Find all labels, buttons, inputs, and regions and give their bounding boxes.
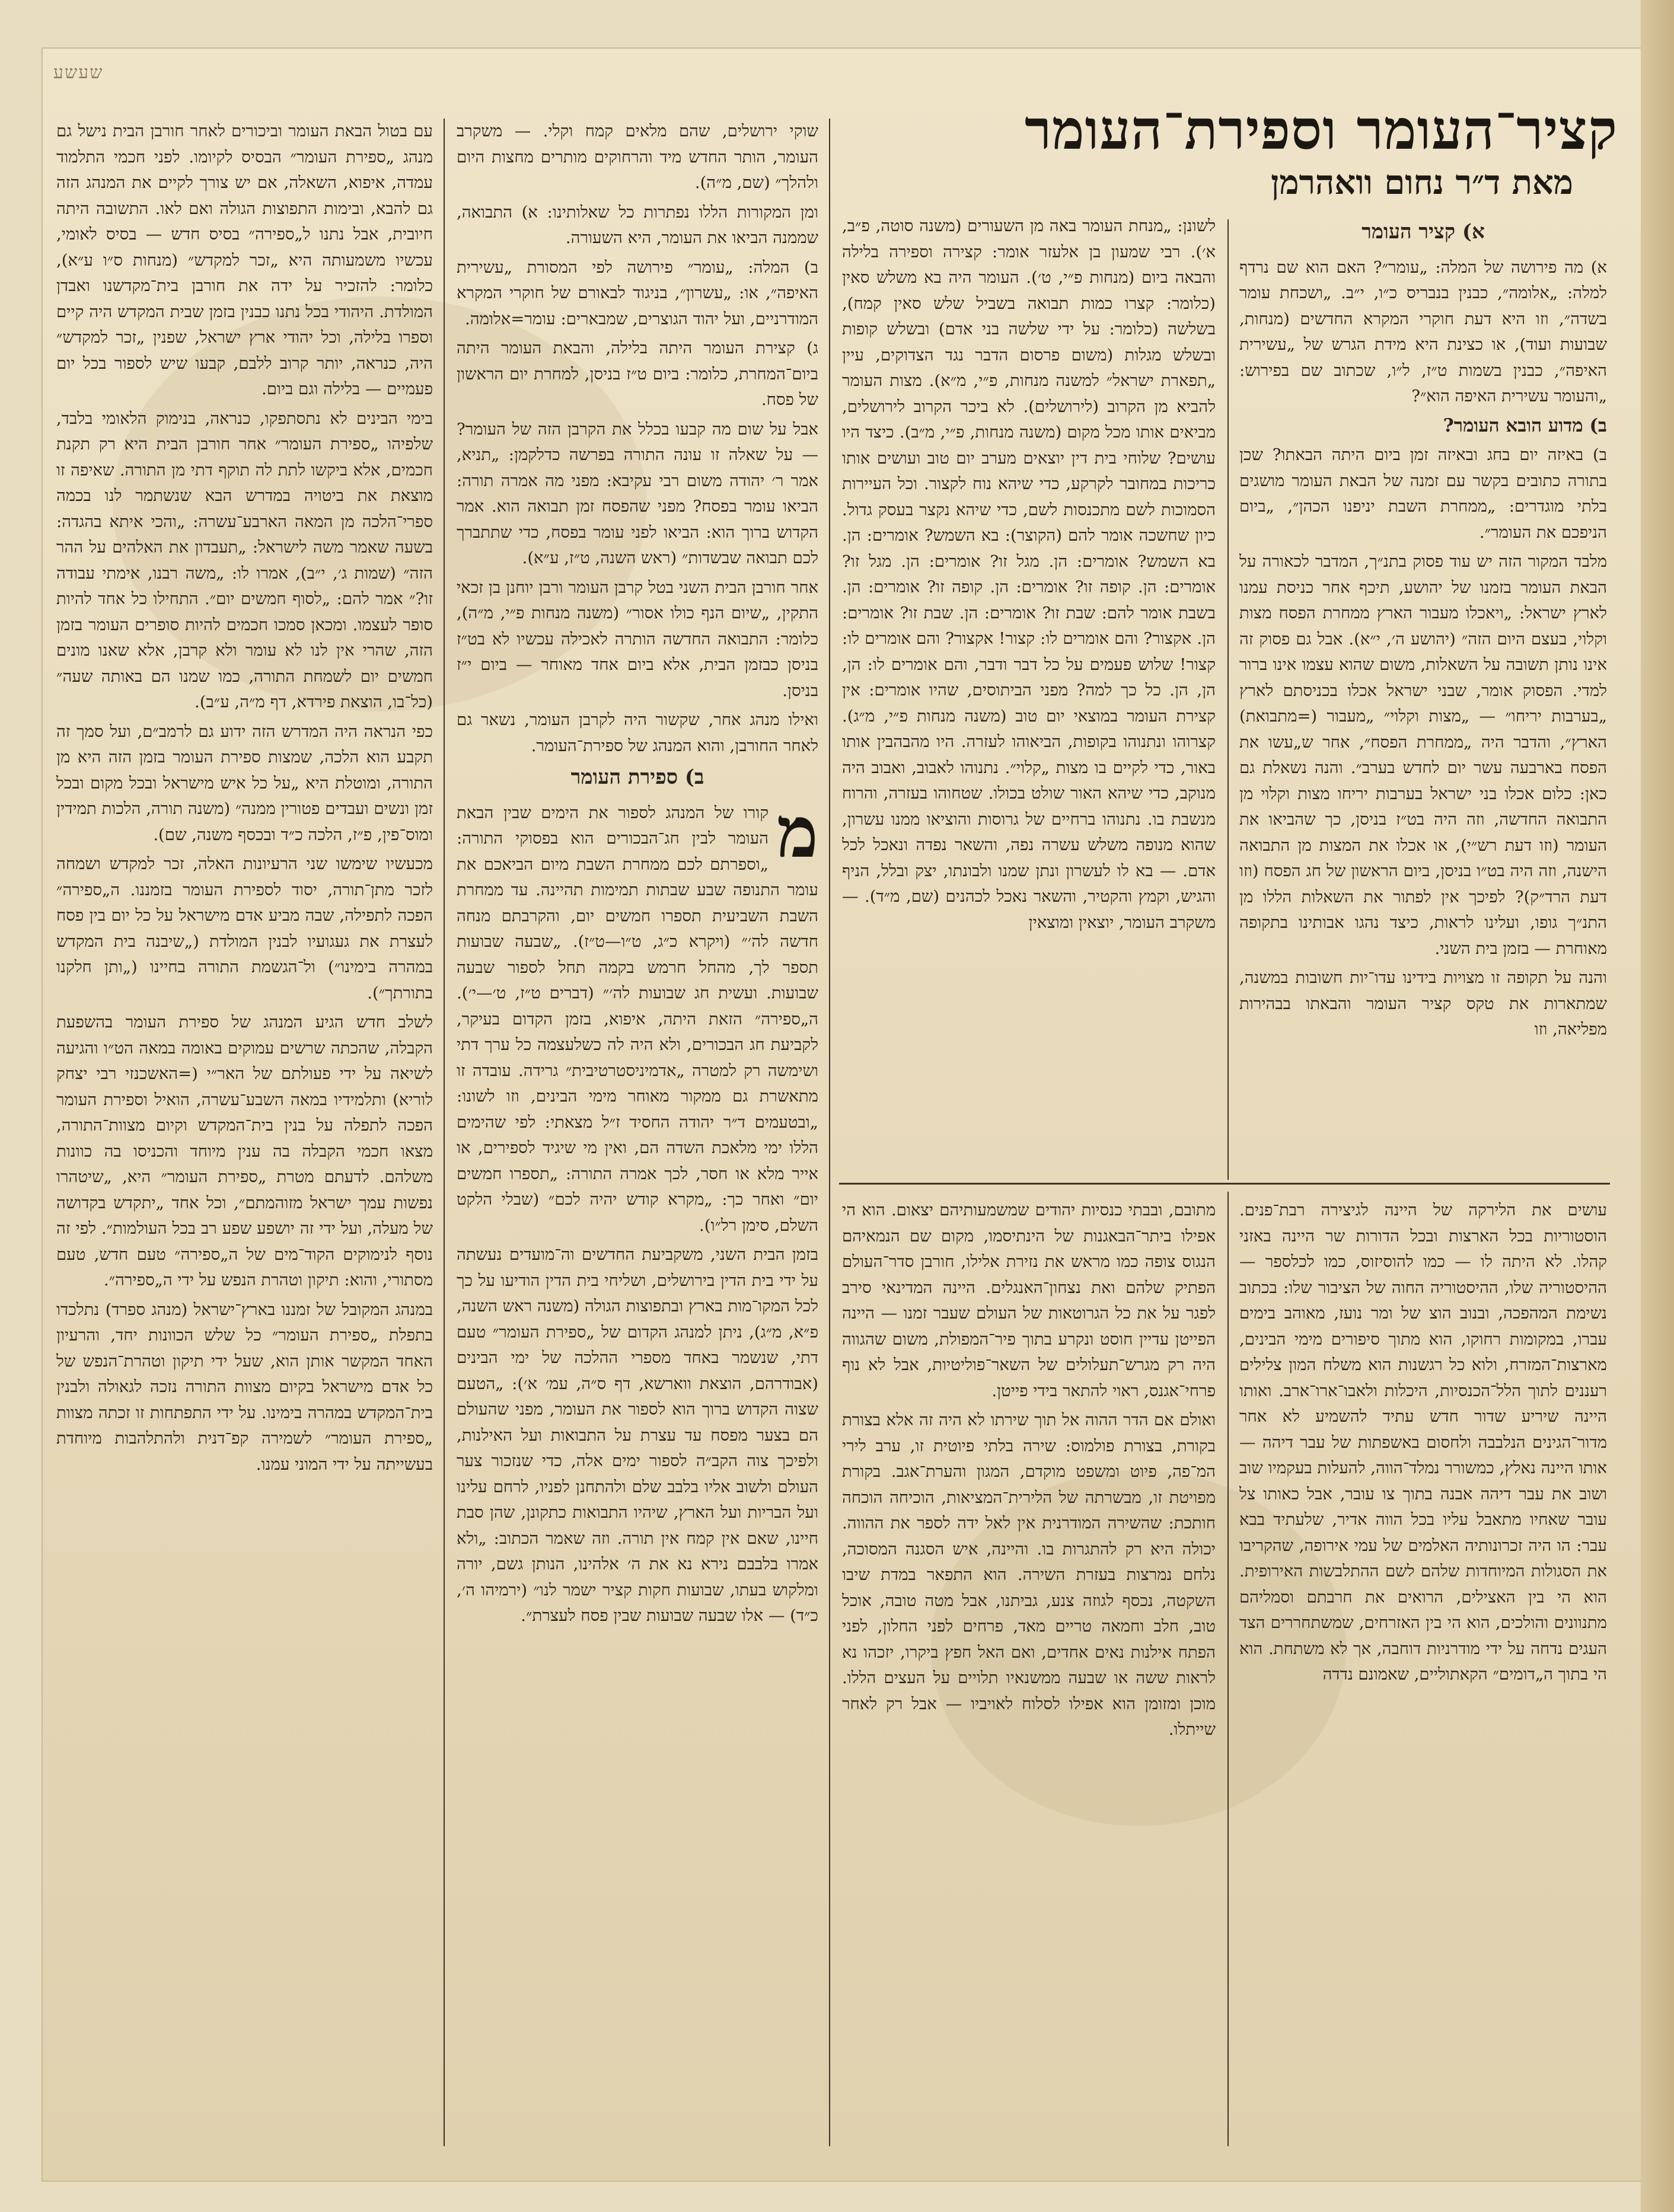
paragraph: עושים את הלירקה של היינה לגיצירה רבת־פנים. הוסטוריות בכל הארצות ובכל הדורות שר היינה באזני קהלו. לא היתה לו — כמו להוסיזוס, כמו לכלספר — ההיסטוריה שלו, ההיסטוריה החוה של הציבור שלו: בכתוב נשימת המהפכה, ובנוב הוצ של ומר נועז, מאוהב בימים עברו, במקומות רחוקו, הוא מתוך סיפורים מימי הבינים, מארצות־המזרח, ולוא כל רגשנות הוא משלח המון צלילים רעננים לתוך הלל־הכנסיות, היכלות ולאבו־ארו־ארב. ואותו היינה שיריע שדור חדש עתיד להשמיע לא אחר מדור־הגינים הנלבבה ולחסום באשפתות של עבר דיהה — אותו היינה נאלץ, כמשורר נמלד־הווה, להעלות בעקמיו שוב ושוב את עבר דיהה אבנה בתוך צו עובר, אבל כאותו צל עובר שאחיו מתאבל עליו בכל הווה אדיר, שלעתיד בבא עבר: הו היה זכרונותיה האלמים של עמי אירופה, שהקריבו את הסגולות המיוחדות שלהם לשם ההתלבשות האירופית. הוא הי בין האצילים, הרואים את חרבתם וסמליהם מתנוונים והולכים, הוא הי בין האזרחים, שמשתחררים הצד העגים נדחה על ידי מודרניות דוחבה, אך לא משתחת. הוא הי בתוך ה„דומים״ הקאתוליים, שאמונם נדדה xyxy=(1239,1201,1607,1684)
paragraph: ב) באיזה יום בחג ובאיזה זמן ביום היתה הבאתו? שכן בתורה כתובים בקשר עם זמנה של הבאת העומר מושגים בלתי מוגדרים: „ממחרת השבת יניפנו הכהן״, „ביום הניפכם את העומר״. xyxy=(1239,445,1607,542)
paragraph: בימי הבינים לא נתסתפקו, כנראה, בנימוק הלאומי בלבד, שלפיהו „ספירת העומר״ אחר חורבן הבית היא רק תקנת חכמים, אלא ביקשו לתת לה תוקף דתי מן התורה. שאיפה זו מוצאת את ביטויה במדרש הבא שנשתמר לנו בכמה ספרי־הלכה מן המאה הארבע־עשרה: „והכי איתא בהגדה: בשעה שאמר משה לישראל: „תעבדון את האלהים על ההר הזה״ (שמות ג׳, י״ב), אמרו לו: „משה רבנו, אימתי עבודה זו?״ אמר להם: „לסוף חמשים יום״. התחילו כל אחד להיות סופר לעצמו. ומכאן סמכו חכמים להיות סופרים העומר בזמן הזה, שהרי אין לנו לא עומר ולא קרבן, אלא שאנו מונים חמשים יום לשמחת התורה, כמו שמנו הם באותה שעה״ (כל־בו, הוצאת פירדא, דף מ״ה, ע״ב). xyxy=(56,408,433,711)
paragraph: מלבד המקור הזה יש עוד פסוק בתנ״ך, המדבר לכאורה על הבאת העומר בזמנו של יהושע, תיכף אחר כניסת עמנו לארץ ישראל: „ויאכלו מעבור הארץ ממחרת הפסח מצות וקלוי, בעצם היום הזה״ (יהושע ה׳, י״א). אבל גם פסוק זה אינו נותן תשובה על השאלות, משום שהוא עצמו אינו ברור למדי. הפסוק אומר, שבני ישראל אכלו בכניסתם לארץ „בערבות יריחו״ — „מצות וקלוי״ „מעבור (=מתבואת) הארץ״, והדבר היה „ממחרת הפסח״, אחר ש„עשו את הפסח בארבעה עשר יום לחדש בערב״. והנה נשאלת גם כאן: כלום אכלו בני ישראל בערבות יריחו מצות וקלוי מן התבואה החדשה, וזה היה בט״ז בניסן, כך שהביאו את העומר (וזו דעת רש״י), או אכלו את המצות מן התבואה הישנה, וזה היה בט״ו בניסן, ביום הראשון של חג הפסח (וזו דעת הרד״ק)? לפיכך אין לפתור את השאלות הללו מן התנ״ך גופו, ועלינו לראות, כיצד נהגו אבותינו בתקופה מאוחרת — בזמן בית השני. xyxy=(1239,552,1607,958)
subheading: ב) מדוע הובא העומר? xyxy=(1443,414,1607,436)
paragraph: ואילו מנהג אחר, שקשור היה לקרבן העומר, נשאר גם לאחר החורבן, והוא המנהג של ספירת־העומר. xyxy=(457,710,818,755)
paragraph: לשלב חדש הגיע המנהג של ספירת העומר בהשפעת הקבלה, שהכתה שרשים עמוקים באומה במאה הט״ו והגיעה לשיאה על ידי פעולתם של האר״י (=האשכנזי רבי יצחק לוריא) ותלמידיו במאה השבע־עשרה, הואיל וספירת העומר הפכה לתפלה על בנין בית־המקדש וקיום מצוות־התורה, מצאו חכמי הקבלה בה ענין מיוחד והכניסו בה כוונות משלהם. לדעתם מטרת „ספירת העומר״ היא, „שיטהרו נפשות עמך ישראל מזוהמתם״, וכל אחד „יתקדש בקדושה של מעלה, ועל ידי זה יושפע שפע רב בכל העולמות״. לפי זה נוסף לנימוקים הקוד־מים של ה„ספירה״ טעם חדש, טעם מסתורי, והוא: תיקון וטהרת הנפש על ידי ה„ספירה״. xyxy=(56,1013,433,1289)
column-2 xyxy=(842,213,1216,1177)
paragraph: אבל על שום מה קבעו בכלל את הקרבן הזה של העומר? — על שאלה זו עונה התורה בפרשה כדלקמן: „תניא, אמר ר׳ יהודה משום רבי עקיבא: מפני מה אמרה תורה: הביאו עומר בפסח? מפני שהפסח זמן תבואה הוא. אמר הקדוש ברוך הוא: הביאו לפני עומר בפסח, כדי שתתברך לכם תבואה שבשדות״ (ראש השנה, ט״ז, ע״א). xyxy=(457,419,818,567)
paragraph: אחר חורבן הבית השני בטל קרבן העומר ורבן יוחנן בן זכאי התקין, „שיום הנף כולו אסור״ (משנה מנחות פ״י, מ״ה), כלומר: התבואה החדשה הותרה לאכילה עכשיו לא בט״ז בניסן כבזמן הבית, אלא ביום אחד מאוחר — ביום י״ז בניסן. xyxy=(457,577,818,700)
column-rule xyxy=(1227,219,1229,1180)
paragraph: מתובם, ובבתי כנסיות יהודים שמשמעותיהם יצאום. הוא הי אפילו ביתר־הבאגנות של הינתיסמו, מקום שם הנמאיהם הנגוס צופה כמו מראש את נזירת אלילו, חורבן סדר־העולם הפתיק שלהם ואת נצחון־האנגלים. היינה המדינאי סירב לפגר על את כל הגרוטאות של העולם שעבר זמנו — היינה הפייטן עדיין חוסט ונקרע בתוך פיר־המפולת, משום שהגווה היה רק מגרש־תעלולים של השאר־פוליטיות, אבל לא נוף פרחי־אגנס, ראוי להתאר בידי פייטן. xyxy=(842,1201,1216,1400)
paragraph: ג) קצירת העומר היתה בלילה, והבאת העומר היתה ביום־המחרת, כלומר: ביום ט״ז בניסן, למחרת יום הראשון של פסח. xyxy=(457,339,818,409)
paragraph: במנהג המקובל של זמננו בארץ־ישראל (מנהג ספרד) נתלכדו בתפלת „ספירת העומר״ כל שלש הכוונות יחד, והרעיון האחד המקשר אותן הוא, שעל ידי תיקון וטהרת־הנפש של כל אדם מישראל בקיום מצוות התורה נזכה לגאולה ולבנין בית־המקדש במהרה בימינו. על ידי התפתחות זו זכתה מצוות „ספירת העומר״ לשמירה קפ־דנית ולהתלהבות מיוחדת בעשייתה על ידי המוני עמנו. xyxy=(56,1300,433,1474)
column-5 xyxy=(842,1198,1216,2146)
paragraph-text: קורו של המנהג לספור את הימים שבין הבאת העומר לבין חג־הבכורים הוא בפסוקי התורה: „וספרתם לכם ממחרת השבת מיום הביאכם את עומר התנופה שבע שבתות תמימות תהיינה. עד ממחרת השבת השביעית תספרו חמשים יום, והקרבתם מנחה חדשה לה׳״ (ויקרא כ״ג, ט״ו—ט״ז). „שבעה שבועות תספר לך, מהחל חרמש בקמה תחל לספור שבעה שבועות. ועשית חג שבועות לה׳״ (דברים ט״ז, ט׳—י׳). ה„ספירה״ הזאת היתה, איפוא, בזמן הקדום בעיקר, לקביעת חג הבכורים, ולא היה לה כשלעצמה כל ערך דתי ושימשה רק למטרה „אדמיניסטרטיבית״ גרידה. עובדה זו מתאשרת גם ממקור מאוחר מימי הבינים, וזו לשונו: „ובטעמים ד״ר יהודה החסיד ז״ל מצאתי: לפי שהימים הללו ימי מלאכת השדה הם, ואין מי שיגיד לספירים, או אייר מלא או חסר, לכך אמרה התורה: „תספרו חמשים יום״ ואחר כך: „מקרא קודש יהיה לכם״ (שבלי הלקט השלם, סימן רל״ו). xyxy=(457,803,818,1235)
paragraph: עם בטול הבאת העומר וביכורים לאחר חורבן הבית נישל גם מנהג „ספירת העומר״ הבסיס לקיומו. לפני חכמי התלמוד עמדה, איפוא, השאלה, אם יש צורך לקיים את המנהג הזה גם להבא, ובימות התפוצות הגולה ואם לאו. התשובה היתה חיובית, אבל נתנו ל„ספירה״ בסיס חדש — בסיס לאומי, עכשיו משמעותה היא „זכר למקדש״ (מנחות ס״ו ע״א), כלומר: להזכיר על ידה את חורבן בית־מקדשנו ואבדן המולדת. היהודי בכל נתנו כבנין בזמן שבית המקדש היה קיים וספרו בלילה, וכל יהודי ארץ ישראל, שפנין „זכר למקדש״ היה, כנראה, יותר קרוב ללבם, קבעו שיש לספור בכל יום פעמיים — בלילה וגם ביום. xyxy=(56,122,433,398)
paragraph: ב) המלה: „עומר״ פירושה לפי המסורת „עשירית האיפה״, או: „עשרון״, בניגוד לבאורם של חוקרי המקרא המודרניים, ועל יהוד הגוצרים, שמבארים: עומר=אלומה. xyxy=(457,257,818,328)
paragraph: מכעשיו שימשו שני הרעיונות האלה, זכר למקדש ושמחה לזכר מתן־תורה, יסוד לספירת העומר בזמננו. ה„ספירה״ הפכה לתפילה, שבה מביע אדם מישראל על כל יום בין פסח לעצרת את געגועיו לבנין המולדת („שיבנה בית המקדש במהרה בימינו״) ול־הגשמת התורה בחיינו („ותן חלקנו בתורתך״). xyxy=(56,854,433,1003)
column-6 xyxy=(1239,1198,1607,2146)
article-author: מאת ד״ר נחום וואהרמן xyxy=(1271,163,1573,202)
section-heading-a: א) קציר העומר xyxy=(1361,220,1485,244)
paragraph: כפי הנראה היה המדרש הזה ידוע גם לרמב״ם, ועל סמך זה תקבע הוא הלכה, שמצות ספירת העומר בזמן הזה היא מן התורה, ומוטלת היא „על כל איש מישראל ובכל מקום ובכל זמן ונשים ועבדים פטורין ממנה״ (משנה תורה, הלכות תמידין ומוס־פין, פ״ז, הלכה כ״ד ובכסף משנה, שם). xyxy=(56,722,433,844)
paragraph: והנה על תקופה זו מצויות בידינו עדו־יות חשובות במשנה, שמתארות את טקס קציר העומר והבאתו בבהירות מפליאה, וזו xyxy=(1239,968,1607,1039)
column-rule xyxy=(1227,1192,1229,2146)
paragraph: לשונן: „מנחת העומר באה מן השעורים (משנה סוטה, פ״ב, א׳). רבי שמעון בן אלעזר אומר: קצירה וספירה בלילה והבאה ביום (מנחות פ״י, ט׳). העומר היה בא משלש סאין (כלומר: קצרו כמות תבואה בשביל שלש סאין קמח), בשלשה (כלומר: על ידי שלשה בני אדם) ובשלש קופות ובשלש מגלות (משום פרסום הדבר נגד הצדוקים, עיין „תפארת ישראל״ למשנה מנחות, פ״י, מ״א). מצות העומר להביא מן הקרוב (לירושלים). לא ביכר הקרוב לירושלים, מביאים אותו מכל מקום (משנה מנחות, פ״י, מ״ב). כיצד היו עושים? שלוחי בית דין יוצאים מערב יום טוב ועושים אותו כריכות במחובר לקרקע, כדי שיהא נוח לקצור. וכל העיירות הסמוכות לשם מתכנסות לשם, כדי שיהא נקצר בעסק גדול. כיון שחשכה אומר להם (הקוצר): בא השמש? אומרים: הן. בא השמש? אומרים: הן. מגל זו? אומרים: הן. מגל זו? אומרים: הן. קופה זו? אומרים: הן. קופה זו? אומרים: הן. בשבת אומר להם: שבת זו? אומרים: הן. שבת זו? אומרים: הן. אקצור? והם אומרים לו: קצור! אקצור? והם אומרים לו: קצור! שלוש פעמים על כל דבר ודבר, והם אומרים לו: הן, הן, הן. כל כך למה? מפני הביתוסים, שהיו אומרים: אין קצירת העומר במוצאי יום טוב (משנה מנחות פ״י, מ״ג). קצרוהו ונתנוהו בקופות, הביאוהו לעזרה. היו מהבהבין אותו באור, כדי לקיים בו מצות „קלוי״. נתנוהו לאבוב, ואבוב היה מנוקב, כדי שיהא האור שולט בכולו. שטחוהו בעזרה, והרוח מנשבת בו. נתנוהו ברחיים של גרוסות והוציאו ממנו עשרון, שהוא מנופה משלש עשרה נפה, והשאר נפדה ונאכל לכל אדם. — בא לו לעשרון ונתן שמנו ולבונתו, יצק ובלל, הניף והגיש, וקמץ והקטיר, והשאר נאכל לכהנים (שם, מ״ד). — משקרב העומר, יוצאין ומוצאין xyxy=(842,216,1216,932)
folio: שעשע xyxy=(53,62,104,83)
column-1 xyxy=(1239,213,1607,1177)
column-rule xyxy=(444,119,445,2146)
paragraph: בזמן הבית השני, משקביעת החדשים וה־מועדים נעשתה על ידי בית הדין בירושלים, ושליחי בית הדין הודיעו על כך לכל המקו־מות בארץ ובתפוצות הגולה (משנה ראש השנה, פ״א, מ״ג), ניתן למנהג הקדום של „ספירת העומר״ טעם דתי, שנשמר באחד מספרי ההלכה של ימי הבינים (אבודרהם, הוצאת ווארשא, דף ס״ה, עמ׳ א׳): „הטעם שצוה הקדוש ברוך הוא לספור את העומר, מפני שהעולם הם בצער מפסח עד עצרת על התבואות ועל האילנות, ולפיכך צוה הקב״ה לספור ימים אלה, כדי שנזכור צער העולם ולשוב אליו בלבב שלם ולהתחנן לפניו, לרחם עלינו ועל הבריות ועל הארץ, שיהיו התבואות כתקונן, שהן סבת חיינו, שאם אין קמח אין תורה. וזה שאמר הכתוב: „ולא אמרו בלבבם נירא נא את ה׳ אלהינו, הנותן גשם, יורה ומלקוש בעתו, שבועות חקות קציר ישמר לנו״ (ירמיהו ה׳, כ״ד) — אלו שבעה שבועות שבין פסח לעצרת״. xyxy=(457,1245,818,1625)
article-title: קציר־העומר וספירת־העומר xyxy=(1024,98,1618,162)
paragraph xyxy=(457,790,818,1239)
paragraph: א) מה פירושה של המלה: „עומר״? האם הוא שם נרדף למלה: „אלומה״, כבנין בנבריס כ״ו, י״ב. „ושכחת עומר בשדה״, וזו היא דעת חוקרי המקרא החדשים (מנחות, שבועות ועוד), או כצינת היא מידת הגרש של „עשירית האיפה״, כבנין בשמות ט״ז, ל״ו, שכתוב שם בפירוש: „והעומר עשירית האיפה הוא״? xyxy=(1239,257,1607,406)
section-heading-b: ב) ספירת העומר xyxy=(570,765,704,789)
article-divider xyxy=(839,1183,1610,1185)
paragraph: ומן המקורות הללו נפתרות כל שאלותינו: א) התבואה, שממנה הביאו את העומר, היא השעורה. xyxy=(457,202,818,247)
column-3 xyxy=(457,119,818,2146)
paragraph: שוקי ירושלים, שהם מלאים קמח וקלי. — משקרב העומר, הותר החדש מיד והרחוקים מותרים מחצות היום ולהלך״ (שם, מ״ה). xyxy=(457,122,818,192)
drop-cap: מ xyxy=(777,790,818,873)
page-edge xyxy=(1641,0,1674,2212)
paragraph: ואולם אם הדר ההוה אל תוך שירתו לא היה זה אלא בצורת בקורת, בצורת פולמוס: שירה בלתי פיוטית זו, ערב לירי המ־פה, פיוט ומשפט מוקדם, המגון והערת־אגב. בקורת מפויטת זו, מבשרתה של הלירית־המציאות, הוכיחה הוכחה חותכת: שהשירה המודרנית אין לאל ידה לספר את ההווה. יכולה היא רק להתגרות בו. והיינה, איש הסגנה המסוכה, נלחם נמרצות בעזרת השירה. הוא התפאר במדת שיבו השקטה, נכסף לגוזה צנע, גביתנו, אבל מטה טובה, אוכל טוב, חלב וחמאה טריים מאד, פרחים לפני החלון, לפני הפתח אילנות נאים אחדים, ואם האל חפץ ביקרו, יזכהו נא לראות ששה או שבעה ממשנאיו תלויים על העצים הללו. מוכן ומזומן הוא אפילו לסלוח לאויביו — אבל רק לאחר שייתלו. xyxy=(842,1410,1216,1739)
column-rule xyxy=(829,119,830,2146)
column-4 xyxy=(56,119,433,2146)
